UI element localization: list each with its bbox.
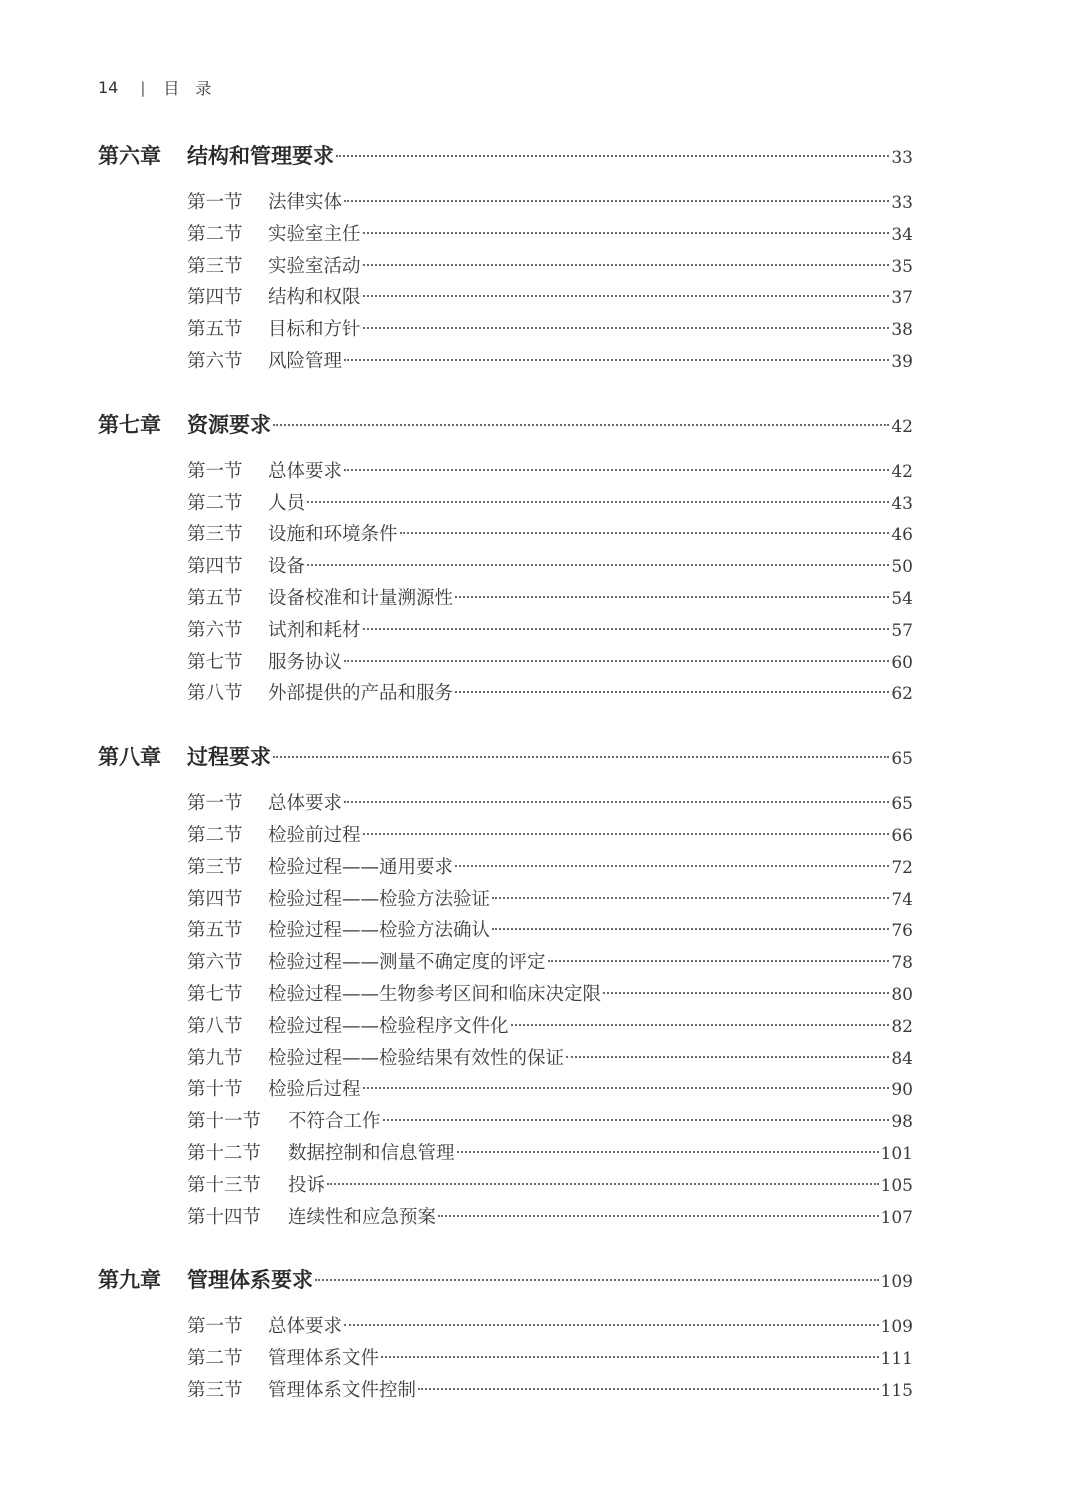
- chapter-page-number: 42: [891, 416, 913, 437]
- dot-leader: [492, 897, 889, 899]
- section-label: 第二节: [187, 1348, 243, 1370]
- dot-leader: [363, 295, 890, 297]
- dot-leader: [438, 1215, 879, 1217]
- section-page-number: 115: [880, 1380, 913, 1401]
- section-title: 结构和权限: [268, 287, 361, 309]
- section-label: 第三节: [187, 255, 243, 277]
- section-title: 总体要求: [268, 460, 343, 482]
- section-title: 服务协议: [268, 651, 343, 673]
- dot-leader: [418, 1388, 879, 1390]
- section-title: 不符合工作: [288, 1111, 381, 1133]
- section-page-number: 38: [891, 320, 913, 341]
- toc-section-entry[interactable]: [98, 616, 913, 648]
- section-title: 总体要求: [268, 793, 343, 815]
- section-label: 第七节: [187, 983, 243, 1005]
- toc-section-entry[interactable]: [98, 1203, 913, 1235]
- chapter-title: 结构和管理要求: [187, 143, 334, 168]
- dot-leader: [344, 200, 889, 202]
- section-page-number: 66: [891, 825, 913, 846]
- chapter-gap: [98, 379, 913, 409]
- section-label: 第八节: [187, 1015, 243, 1037]
- chapter-gap: [98, 711, 913, 741]
- dot-leader: [400, 532, 890, 534]
- toc-section-entry[interactable]: [98, 853, 913, 885]
- section-title: 目标和方针: [268, 319, 361, 341]
- section-page-number: 57: [891, 620, 913, 641]
- section-title: 管理体系文件: [268, 1348, 380, 1370]
- dot-leader: [383, 1119, 890, 1121]
- section-label: 第二节: [187, 223, 243, 245]
- dot-leader: [307, 501, 889, 503]
- section-title: 管理体系文件控制: [268, 1379, 417, 1401]
- dot-leader: [344, 660, 889, 662]
- toc-section-entry[interactable]: [98, 1012, 913, 1044]
- dot-leader: [363, 833, 890, 835]
- section-title: 总体要求: [268, 1316, 343, 1338]
- section-title: 设备: [268, 556, 306, 578]
- section-title: 人员: [268, 492, 306, 514]
- chapter-label: 第九章: [98, 1267, 161, 1293]
- section-page-number: 78: [891, 953, 913, 974]
- section-page-number: 80: [891, 984, 913, 1005]
- section-label: 第六节: [187, 619, 243, 641]
- toc-section-entry[interactable]: [98, 1312, 913, 1344]
- dot-leader: [344, 359, 889, 361]
- toc-chapter-entry[interactable]: [98, 741, 913, 771]
- chapter-label: 第八章: [98, 744, 161, 770]
- toc-section-entry[interactable]: [98, 1044, 913, 1076]
- toc-section-entry[interactable]: [98, 283, 913, 315]
- dot-leader: [381, 1356, 879, 1358]
- dot-leader: [548, 960, 890, 962]
- section-title: 连续性和应急预案: [288, 1206, 437, 1228]
- chapter-page-number: 33: [891, 148, 913, 168]
- section-label: 第四节: [187, 888, 243, 910]
- chapter-title: 管理体系要求: [187, 1267, 313, 1293]
- section-label: 第九节: [187, 1047, 243, 1069]
- dot-leader: [327, 1183, 879, 1185]
- section-page-number: 62: [891, 684, 913, 705]
- toc-section-entry[interactable]: [98, 315, 913, 347]
- section-title: 法律实体: [268, 192, 343, 213]
- dot-leader: [363, 1087, 890, 1089]
- toc-section-entry[interactable]: [98, 584, 913, 616]
- dot-leader: [492, 928, 889, 930]
- section-page-number: 90: [891, 1080, 913, 1101]
- toc-section-entry[interactable]: [98, 457, 913, 489]
- section-title: 设备校准和计量溯源性: [268, 587, 454, 609]
- section-label: 第八节: [187, 683, 243, 705]
- section-label: 第一节: [187, 793, 243, 815]
- toc-section-entry[interactable]: [98, 220, 913, 252]
- dot-leader: [307, 564, 889, 566]
- section-page-number: 107: [880, 1207, 913, 1228]
- section-label: 第四节: [187, 556, 243, 578]
- section-page-number: 34: [891, 224, 913, 245]
- toc-section-entry[interactable]: [98, 1171, 913, 1203]
- section-page-number: 43: [891, 493, 913, 514]
- section-label: 第五节: [187, 920, 243, 942]
- toc-section-entry[interactable]: [98, 552, 913, 584]
- section-page-number: 98: [891, 1112, 913, 1133]
- toc-chapter-entry[interactable]: [98, 1264, 913, 1294]
- section-page-number: 54: [891, 588, 913, 609]
- chapter-title: 资源要求: [187, 411, 271, 437]
- section-label: 第十三节: [187, 1174, 262, 1196]
- toc-section-entry[interactable]: [98, 1376, 913, 1408]
- toc-section-entry[interactable]: [98, 347, 913, 379]
- toc-chapter-entry[interactable]: [98, 140, 913, 170]
- section-label: 第七节: [187, 651, 243, 673]
- dot-leader: [363, 232, 890, 234]
- dot-leader: [315, 1279, 879, 1281]
- section-label: 第十节: [187, 1079, 243, 1101]
- section-page-number: 50: [891, 557, 913, 578]
- section-title: 检验过程——检验程序文件化: [268, 1015, 509, 1037]
- section-title: 设施和环境条件: [268, 524, 398, 546]
- section-title: 检验过程——通用要求: [268, 856, 454, 878]
- section-label: 第二节: [187, 492, 243, 514]
- section-title: 数据控制和信息管理: [288, 1142, 455, 1164]
- section-label: 第六节: [187, 350, 243, 372]
- section-title: 风险管理: [268, 350, 343, 372]
- chapter-gap: [98, 1234, 913, 1264]
- section-page-number: 35: [891, 256, 913, 277]
- section-page-number: 101: [880, 1143, 913, 1164]
- toc-section-entry[interactable]: [98, 821, 913, 853]
- toc-section-entry[interactable]: [98, 1107, 913, 1139]
- section-page-number: 42: [891, 461, 913, 482]
- toc-section-entry[interactable]: [98, 789, 913, 821]
- toc-section-entry[interactable]: [98, 948, 913, 980]
- section-label: 第三节: [187, 856, 243, 878]
- dot-leader: [603, 992, 889, 994]
- dot-leader: [455, 691, 889, 693]
- section-title: 投诉: [288, 1174, 326, 1196]
- toc-section-entry[interactable]: [98, 252, 913, 284]
- section-title: 外部提供的产品和服务: [268, 683, 454, 705]
- page-number: 14: [98, 78, 119, 97]
- dot-leader: [363, 327, 890, 329]
- section-page-number: 33: [891, 193, 913, 213]
- dot-leader: [457, 1151, 879, 1153]
- section-page-number: 84: [891, 1048, 913, 1069]
- dot-leader: [344, 469, 889, 471]
- dot-leader: [344, 801, 889, 803]
- dot-leader: [273, 756, 889, 758]
- toc-section-entry[interactable]: [98, 188, 913, 220]
- chapter-label: 第七章: [98, 411, 161, 437]
- section-page-number: 74: [891, 889, 913, 910]
- chapter-label: 第六章: [98, 143, 161, 168]
- section-title: 检验后过程: [268, 1079, 361, 1101]
- section-label: 第三节: [187, 1379, 243, 1401]
- section-label: 第二节: [187, 824, 243, 846]
- section-title: 检验过程——测量不确定度的评定: [268, 952, 546, 974]
- section-label: 第三节: [187, 524, 243, 546]
- section-label: 第五节: [187, 587, 243, 609]
- section-label: 第一节: [187, 460, 243, 482]
- dot-leader: [336, 155, 889, 157]
- section-label: 第一节: [187, 1316, 243, 1338]
- section-page-number: 82: [891, 1016, 913, 1037]
- toc-section-entry[interactable]: [98, 489, 913, 521]
- toc-chapter-entry[interactable]: [98, 409, 913, 439]
- dot-leader: [566, 1056, 889, 1058]
- section-page-number: 60: [891, 652, 913, 673]
- toc-section-entry[interactable]: [98, 520, 913, 552]
- section-title: 检验前过程: [268, 824, 361, 846]
- section-title: 检验过程——检验方法验证: [268, 888, 491, 910]
- chapter-page-number: 65: [891, 749, 913, 770]
- section-label: 第六节: [187, 952, 243, 974]
- section-title: 实验室主任: [268, 223, 361, 245]
- toc-section-entry[interactable]: [98, 1075, 913, 1107]
- section-title: 检验过程——生物参考区间和临床决定限: [268, 983, 602, 1005]
- table-of-contents: [98, 140, 913, 1408]
- section-label: 第十四节: [187, 1206, 262, 1228]
- dot-leader: [511, 1024, 890, 1026]
- dot-leader: [455, 596, 889, 598]
- header-separator: |: [140, 78, 146, 97]
- page-header: [98, 76, 227, 99]
- toc-section-entry[interactable]: [98, 679, 913, 711]
- section-label: 第十二节: [187, 1142, 262, 1164]
- dot-leader: [363, 628, 890, 630]
- dot-leader: [363, 264, 890, 266]
- section-title: 检验过程——检验方法确认: [268, 920, 491, 942]
- toc-section-entry[interactable]: [98, 980, 913, 1012]
- header-title: 目录: [163, 79, 228, 98]
- toc-section-entry[interactable]: [98, 916, 913, 948]
- section-label: 第五节: [187, 319, 243, 341]
- dot-leader: [455, 865, 889, 867]
- section-page-number: 105: [880, 1175, 913, 1196]
- chapter-page-number: 109: [880, 1272, 913, 1293]
- section-page-number: 46: [891, 525, 913, 546]
- section-label: 第四节: [187, 287, 243, 309]
- toc-section-entry[interactable]: [98, 648, 913, 680]
- section-page-number: 76: [891, 921, 913, 942]
- section-label: 第十一节: [187, 1111, 262, 1133]
- section-title: 实验室活动: [268, 255, 361, 277]
- section-title: 试剂和耗材: [268, 619, 361, 641]
- toc-section-entry[interactable]: [98, 1344, 913, 1376]
- section-page-number: 111: [880, 1349, 913, 1370]
- dot-leader: [273, 424, 889, 426]
- section-page-number: 39: [891, 351, 913, 372]
- section-page-number: 109: [880, 1317, 913, 1338]
- toc-section-entry[interactable]: [98, 885, 913, 917]
- chapter-title: 过程要求: [187, 744, 271, 770]
- section-title: 检验过程——检验结果有效性的保证: [268, 1047, 565, 1069]
- toc-section-entry[interactable]: [98, 1139, 913, 1171]
- section-page-number: 37: [891, 288, 913, 309]
- dot-leader: [344, 1324, 879, 1326]
- section-label: 第一节: [187, 192, 243, 213]
- section-page-number: 72: [891, 857, 913, 878]
- section-page-number: 65: [891, 794, 913, 815]
